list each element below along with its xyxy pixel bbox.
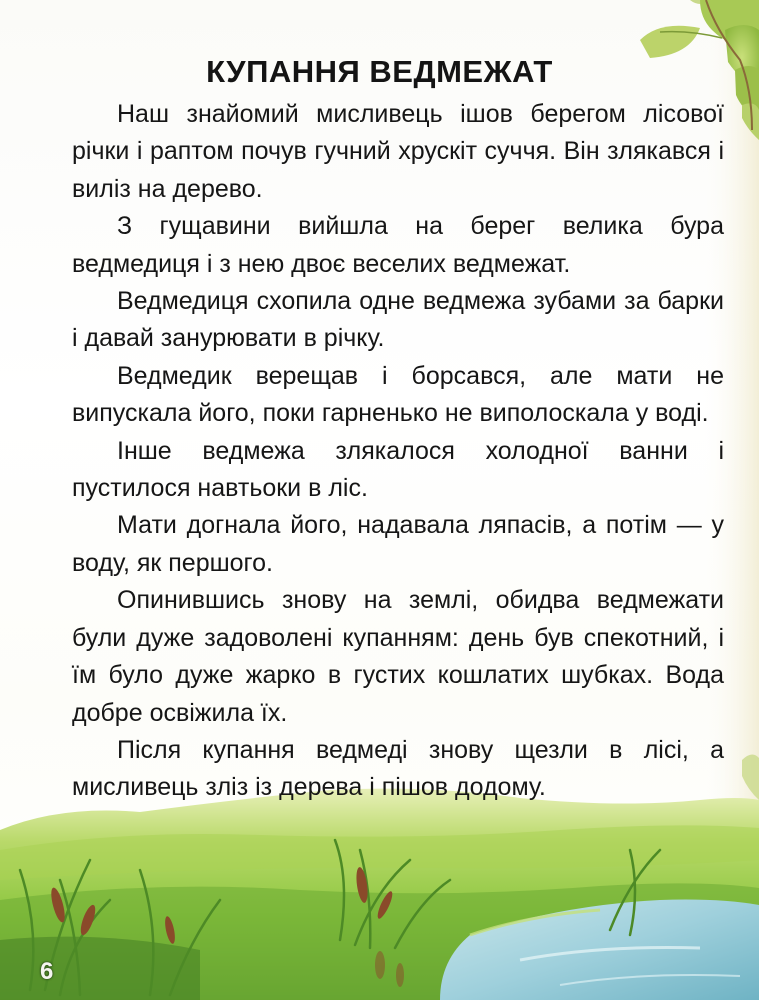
story-paragraph: Після купання ведмеді знову щезли в лісі, а мисливець зліз із дерева і пішов додому.	[72, 735, 724, 802]
page-number: 6	[40, 958, 54, 985]
story-paragraph: Ведмедиця схопила одне ведмежа зубами за барки і давай занурювати в річку.	[72, 287, 724, 353]
story-paragraph: Опинившись знову на землі, обидва ведмежати були дуже задоволені купанням: день був спекотний, і їм було дуже жарко в густих кошлатих шубках. Вода добре освіжила їх.	[72, 586, 724, 727]
story-text	[72, 96, 724, 807]
story-paragraph: Інше ведмежа злякалося холодної ванни і пустилося навтьоки в ліс.	[72, 436, 724, 503]
story-paragraph: Мати догнала його, надавала ляпасів, а потім — у воду, як першого.	[72, 511, 724, 577]
story-paragraph: Ведмедик верещав і борсався, але мати не випускала його, поки гарненько не виполоскала у воді.	[72, 361, 724, 428]
story-paragraph: З гущавини вийшла на берег велика бура ведмедиця і з нею двоє веселих ведмежат.	[72, 212, 724, 278]
story-title: КУПАННЯ ВЕДМЕЖАТ	[206, 54, 553, 89]
story-paragraph: Наш знайомий мисливець ішов берегом лісової річки і раптом почув гучний хрускіт суччя. Він злякався і виліз на дерево.	[72, 100, 724, 203]
